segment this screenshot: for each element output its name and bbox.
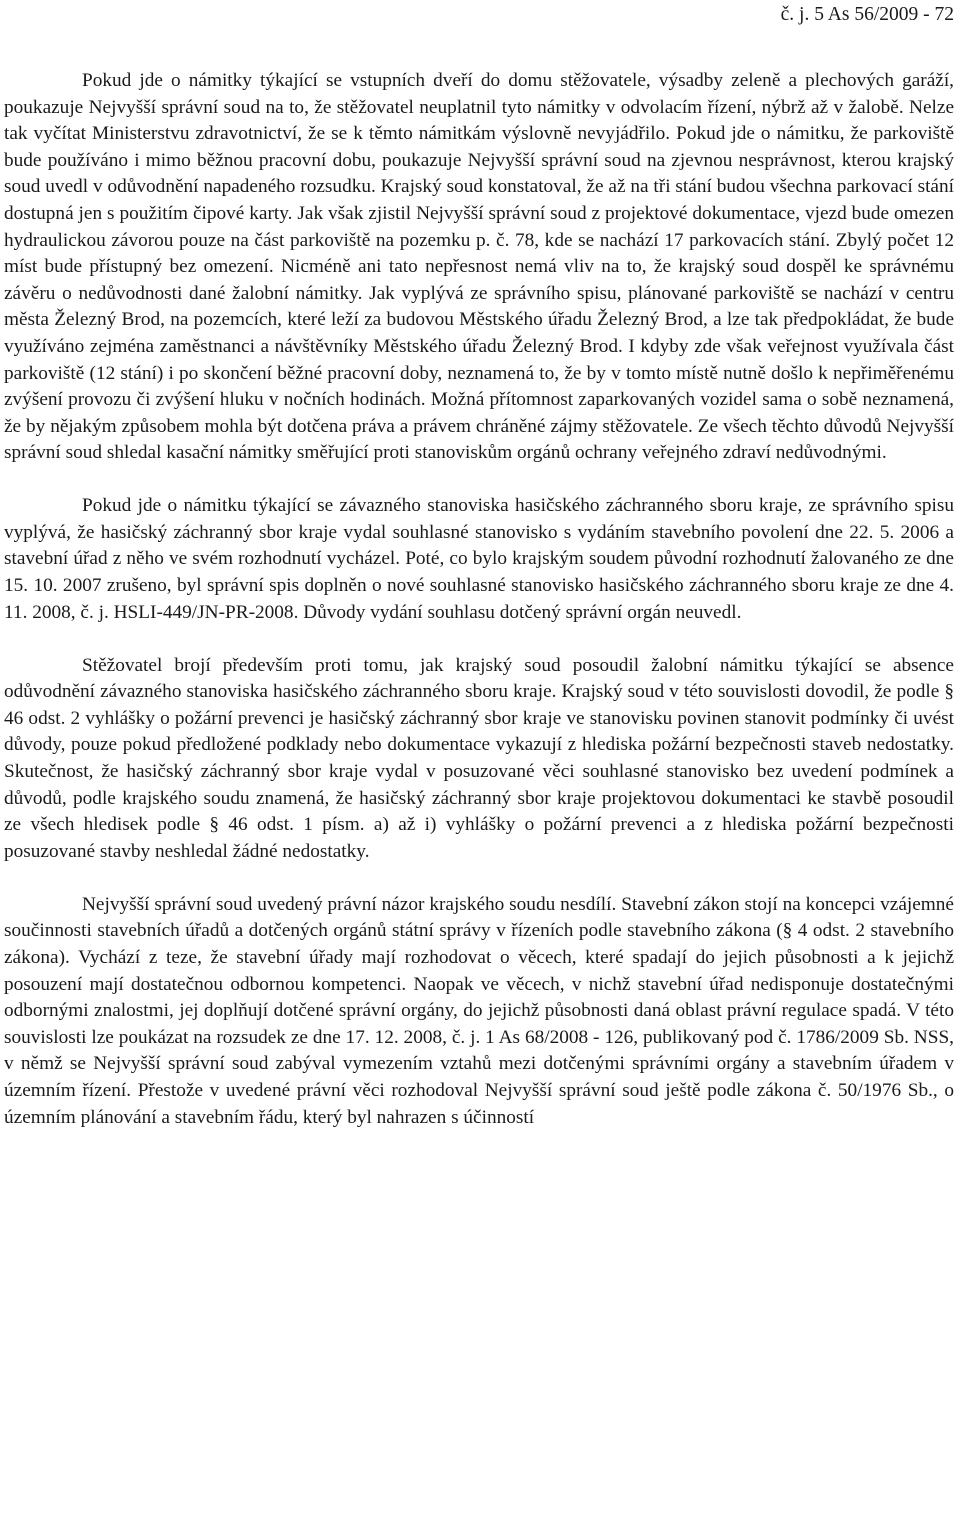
- document-body: [4, 68, 954, 1131]
- paragraph-complainant-argument: Stěžovatel brojí především proti tomu, jak krajský soud posoudil žalobní námitku týkající se absence odůvodnění závazného stanoviska hasičského záchranného sboru kraje. Krajský soud v této souvislosti dovodil, že podle § 46 odst. 2 vyhlášky o požární prevenci je hasičský záchranný sbor kraje ve stanovisku povinen stanovit podmínky či uvést důvody, pouze pokud předložené podklady nebo dokumentace vykazují z hlediska požární bezpečnosti staveb nedostatky. Skutečnost, že hasičský záchranný sbor kraje vydal v posuzované věci souhlasné stanovisko bez uvedení podmínek a důvodů, podle krajského soudu znamená, že hasičský záchranný sbor kraje projektovou dokumentaci ke stavbě posoudil ze všech hledisek podle § 46 odst. 1 písm. a) až i) vyhlášky o požární prevenci a z hlediska požární bezpečnosti posuzované stavby neshledal žádné nedostatky.: [4, 654, 954, 862]
- paragraph-court-assessment: Nejvyšší správní soud uvedený právní názor krajského soudu nesdílí. Stavební zákon stojí na koncepci vzájemné součinnosti stavebních úřadů a dotčených orgánů státní správy v řízeních podle stavebního zákona (§ 4 odst. 2 stavebního zákona). Vychází z teze, že stavební úřady mají rozhodovat o věcech, které spadají do jejich působnosti a k jejichž posouzení mají dostatečnou odbornou kompetenci. Naopak ve věcech, v nichž stavební úřad nedisponuje dostatečnými odbornými znalostmi, jej doplňují dotčené správní orgány, do jejichž působnosti daná oblast právní regulace spadá. V této souvislosti lze poukázat na rozsudek ze dne 17. 12. 2008, č. j. 1 As 68/2008 - 126, publikovaný pod č. 1786/2009 Sb. NSS, v němž se Nejvyšší správní soud zabýval vymezením vztahů mezi dotčenými správními orgány a stavebním úřadem v územním řízení. Přestože v uvedené právní věci rozhodoval Nejvyšší správní soud ještě podle zákona č. 50/1976 Sb., o územním plánování a stavebním řádu, který byl nahrazen s účinností: [4, 893, 954, 1128]
- paragraph-fire-brigade-opinion: Pokud jde o námitku týkající se závazného stanoviska hasičského záchranného sboru kraje, ze správního spisu vyplývá, že hasičský záchranný sbor kraje vydal souhlasné stanovisko s vydáním stavebního povolení dne 22. 5. 2006 a stavební úřad z něho ve svém rozhodnutí vycházel. Poté, co bylo krajským soudem původní rozhodnutí žalovaného ze dne 15. 10. 2007 zrušeno, byl správní spis doplněn o nové souhlasné stanovisko hasičského záchranného sboru kraje ze dne 4. 11. 2008, č. j. HSLI-449/JN-PR-2008. Důvody vydání souhlasu dotčený správní orgán neuvedl.: [4, 495, 954, 623]
- case-reference: č. j. 5 As 56/2009 - 72: [780, 4, 954, 25]
- paragraph-parking-objections: Pokud jde o námitky týkající se vstupních dveří do domu stěžovatele, výsadby zeleně a plechových garáží, poukazuje Nejvyšší správní soud na to, že stěžovatel neuplatnil tyto námitky v odvolacím řízení, nýbrž až v žalobě. Nelze tak vyčítat Ministerstvu zdravotnictví, že se k těmto námitkám výslovně nevyjádřilo. Pokud jde o námitku, že parkoviště bude používáno i mimo běžnou pracovní dobu, poukazuje Nejvyšší správní soud na zjevnou nesprávnost, kterou krajský soud uvedl v odůvodnění napadeného rozsudku. Krajský soud konstatoval, že až na tři stání budou všechna parkovací stání dostupná jen s použitím čipové karty. Jak však zjistil Nejvyšší správní soud z projektové dokumentace, vjezd bude omezen hydraulickou závorou pouze na část parkoviště na pozemku p. č. 78, kde se nachází 17 parkovacích stání. Zbylý počet 12 míst bude přístupný bez omezení. Nicméně ani tato nepřesnost nemá vliv na to, že krajský soud dospěl ke správnému závěru o nedůvodnosti dané žalobní námitky. Jak vyplývá ze správního spisu, plánované parkoviště se nachází v centru města Železný Brod, na pozemcích, které leží za budovou Městského úřadu Železný Brod, a lze tak předpokládat, že bude využíváno zejména zaměstnanci a návštěvníky Městského úřadu Železný Brod. I kdyby zde však veřejnost využívala část parkoviště (12 stání) i po skončení běžné pracovní doby, neznamená to, že by v tomto místě nutně došlo k nepřiměřenému zvýšení provozu či zvýšení hluku v nočních hodinách. Možná přítomnost zaparkovaných vozidel sama o sobě neznamená, že by nějakým způsobem mohla být dotčena práva a právem chráněné zájmy stěžovatele. Ze všech těchto důvodů Nejvyšší správní soud shledal kasační námitky směřující proti stanoviskům orgánů ochrany veřejného zdraví nedůvodnými.: [4, 70, 954, 464]
